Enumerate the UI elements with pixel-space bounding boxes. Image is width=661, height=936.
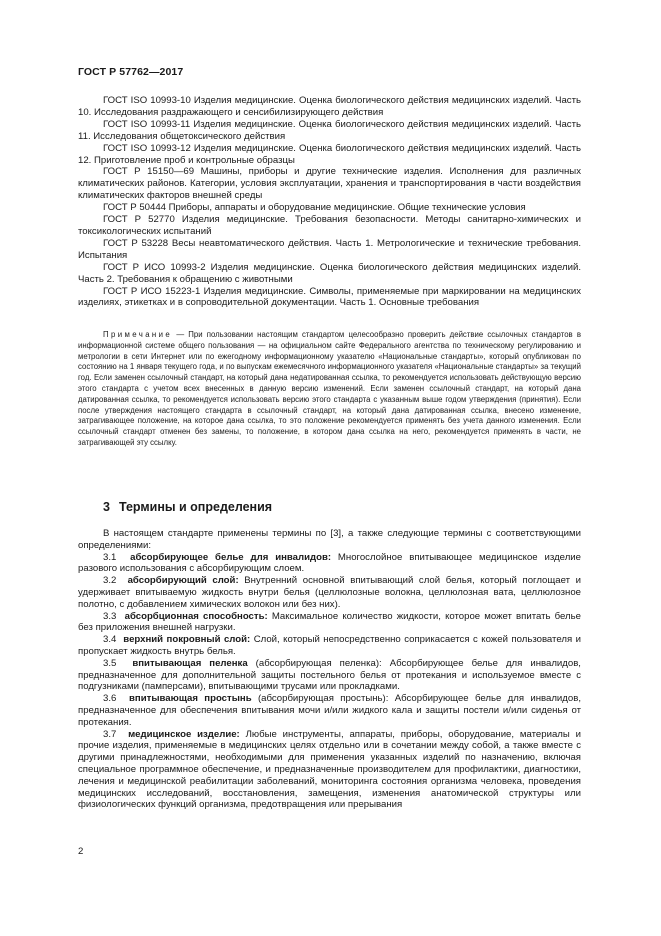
term-name: абсорбирующий слой: bbox=[127, 575, 239, 587]
terms-body bbox=[78, 528, 581, 811]
term-definition bbox=[78, 575, 581, 610]
reference-item: ГОСТ Р ИСО 10993-2 Изделия медицинские. Оценка биологического действия медицинских изделий. Часть 2. Требования к обращению с животными bbox=[78, 261, 581, 285]
term-name: впитывающая пеленка bbox=[132, 657, 248, 669]
term-number: 3.7 bbox=[103, 728, 117, 740]
term-text: Максимальное количество жидкости, которое может впитать белье без приложения внешней нагрузки. bbox=[78, 610, 581, 634]
reference-item: ГОСТ Р 15150—69 Машины, приборы и другие технические изделия. Исполнения для различных климатических районов. Категории, условия эксплуатации, хранения и транспортирования в части воздействия климатических факторов внешней среды bbox=[78, 166, 581, 202]
term-number: 3.4 bbox=[103, 634, 117, 646]
reference-item: ГОСТ ISO 10993-11 Изделия медицинские. Оценка биологического действия медицинских изделий. Часть 11. Исследования общетоксического действия bbox=[78, 118, 581, 142]
reference-item: ГОСТ Р 50444 Приборы, аппараты и оборудование медицинские. Общие технические условия bbox=[103, 202, 526, 214]
term-name: верхний покровный слой: bbox=[123, 634, 251, 646]
term-text: Слой, который непосредственно соприкасается с кожей пользователя и пропускает жидкость внутрь белья. bbox=[78, 634, 581, 657]
term-text: (абсорбирующая пеленка): Абсорбирующее белье для инвалидов, предназначенное для дополнительной защиты постельного белья от протекания и используемое вместе с подгузниками (памперсами), впитывающими трусами или прокладками. bbox=[78, 657, 581, 693]
term-number: 3.5 bbox=[103, 657, 117, 669]
document-header: ГОСТ Р 57762—2017 bbox=[78, 66, 184, 78]
term-definition bbox=[78, 729, 581, 812]
note-label: Примечание bbox=[103, 330, 173, 339]
term-definition bbox=[78, 658, 581, 693]
term-text: (абсорбирующая простынь): Абсорбирующее белье для инвалидов, предназначенное для обеспечения впитывания мочи и/или жидкого кала и защиты постели и/или сиденья от протекания. bbox=[78, 693, 581, 728]
term-definition bbox=[78, 611, 581, 635]
page-number: 2 bbox=[78, 846, 84, 857]
normative-references bbox=[78, 95, 581, 309]
section-heading bbox=[103, 500, 272, 514]
term-number: 3.6 bbox=[103, 693, 117, 705]
term-text: Внутренний основной впитывающий слой белья, который поглощает и удерживает впитываемую жидкость внутри белья (целлюлозные волокна, целлюлозная вата, целлюлозное полотно, с добавлением химических волокон или без них). bbox=[78, 575, 581, 610]
intro-paragraph: В настоящем стандарте применены термины по [3], а также следующие термины с соответствующими определениями: bbox=[78, 528, 581, 551]
term-number: 3.1 bbox=[103, 551, 117, 563]
reference-item: ГОСТ ISO 10993-12 Изделия медицинские. Оценка биологического действия медицинских изделий. Часть 12. Приготовление проб и контрольные образцы bbox=[78, 142, 581, 166]
section-title: Термины и определения bbox=[118, 500, 273, 514]
note-paragraph bbox=[78, 330, 581, 449]
term-name: медицинское изделие: bbox=[128, 728, 240, 740]
term-definition bbox=[78, 634, 581, 658]
note-text: — При пользовании настоящим стандартом целесообразно проверить действие ссылочных стандартов в информационной системе общего пользования — на официальном сайте Федерального агентства по техническому регулированию и метрологии в сети Интернет или по ежегодному информационному указателю «Национальные стандарты», который опубликован по состоянию на 1 января текущего года, и по выпускам ежемесячного информационного указателя «Национальные стандарты» за текущий год. Если заменен ссылочный стандарт, на который дана недатированная ссылка, то рекомендуется использовать действующую версию этого стандарта с учетом всех внесенных в данную версию изменений. Если заменен ссылочный стандарт, на который дана датированная ссылка, то рекомендуется использовать версию этого стандарта с указанным выше годом утверждения (принятия). Если после утверждения настоящего стандарта в ссылочный стандарт, на который дана датированная ссылка, внесено изменение, затрагивающее положение, на которое дана ссылка, то это положение рекомендуется применять без учета данного изменения. Если ссылочный стандарт отменен без замены, то положение, в котором дана ссылка на него, рекомендуется применять в части, не затрагивающей эту ссылку. bbox=[78, 330, 581, 447]
term-number: 3.2 bbox=[103, 575, 117, 587]
term-text: Многослойное впитывающее медицинское изделие разового использования с абсорбирующим слоем. bbox=[78, 551, 581, 575]
term-name: абсорбирующее белье для инвалидов: bbox=[130, 551, 332, 563]
section-number: 3 bbox=[103, 500, 110, 514]
term-definition bbox=[78, 693, 581, 728]
reference-item: ГОСТ Р ИСО 15223-1 Изделия медицинские. Символы, применяемые при маркировании на медицинских изделиях, этикетках и в сопроводительной документации. Часть 1. Основные требования bbox=[78, 285, 581, 309]
term-name: впитывающая простынь bbox=[129, 693, 252, 705]
term-name: абсорбционная способность: bbox=[124, 610, 268, 622]
reference-item: ГОСТ Р 53228 Весы неавтоматического действия. Часть 1. Метрологические и технические требования. Испытания bbox=[78, 237, 581, 261]
term-definition bbox=[78, 552, 581, 576]
reference-item: ГОСТ Р 52770 Изделия медицинские. Требования безопасности. Методы санитарно-химических и токсикологических испытаний bbox=[78, 214, 581, 237]
reference-item: ГОСТ ISO 10993-10 Изделия медицинские. Оценка биологического действия медицинских изделий. Часть 10. Исследования раздражающего и сенсибилизирующего действия bbox=[78, 95, 581, 118]
term-text: Любые инструменты, аппараты, приборы, оборудование, материалы и прочие изделия, применяемые в медицинских целях отдельно или в сочетании между собой, а также вместе с другими принадлежностями, необходимыми для применения указанных изделий по назначению, включая специальное программное обеспечение, и предназначенные производителем для профилактики, диагностики, лечения и медицинской реабилитации заболеваний, мониторинга состояния организма человека, проведения медицинских исследований, восстановления, замещения, изменения анатомической структуры или физиологических функций организма, предотвращения или прерывания bbox=[78, 728, 581, 811]
term-number: 3.3 bbox=[103, 610, 117, 622]
